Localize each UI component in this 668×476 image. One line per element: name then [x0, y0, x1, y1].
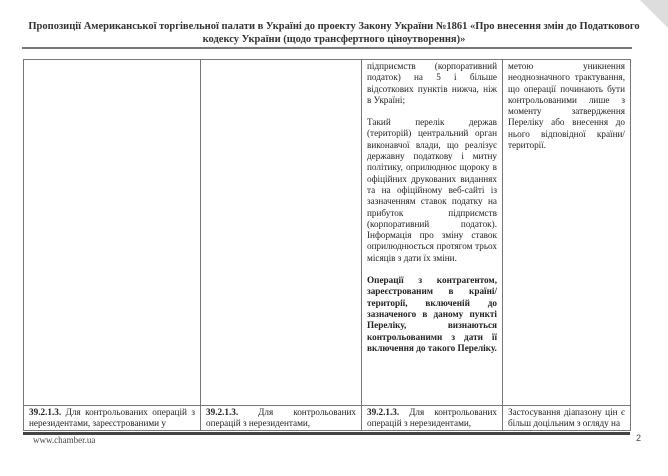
page-number: 2 — [636, 433, 642, 443]
cell-current-text — [24, 406, 201, 431]
paragraph: Такий перелік держав (територій) центральний орган виконавчої влади, що реалізує державну податкову і митну політику, оприлюднює щороку в офіційних друкованих виданнях та на офіційному веб-сайті із зазначенням ставок податку на прибуток підприємств (корпоративний податок). Інформація про зміну ставок оприлюднюється протягом трьох місяців з дати їх зміни. — [367, 117, 497, 263]
table-bottom-border — [23, 432, 630, 435]
clause-number: 39.2.1.3. — [367, 407, 400, 417]
header-divider — [22, 47, 632, 49]
cell-proposed-text — [362, 406, 503, 431]
cell-justification — [503, 406, 631, 431]
document-title: Пропозиції Американської торгівельної палати в Україні до проекту Закону України №1861 «Про внесення змін до Податкового кодексу України (щодо трансфертного ціноутворення)» — [28, 21, 640, 45]
cell-justification — [503, 60, 631, 406]
cell-draft-text — [201, 406, 362, 431]
paragraph: підприємств (корпоративний податок) на 5 і більше відсоткових пунктів нижча, ніж в Україні; — [367, 61, 497, 105]
clause-text: Для контрольованих операцій з нерезидентами, — [206, 407, 356, 429]
clause-text: Застосування діапазону цін є більш доцільним з огляду на — [508, 407, 625, 429]
cell-current-text — [24, 60, 201, 406]
table-row — [24, 60, 631, 406]
clause-text: Для контрольованих операцій з нерезидентами, зареєстрованими у — [29, 407, 195, 429]
paragraph-bold: Операції з контрагентом, зареєстрованим в країні/території, включеній до зазначеного в даному пункті Переліку, визнаються контрольованими з дати її включення до такого Переліку. — [367, 275, 497, 353]
paragraph: метою уникнення неоднозначного трактування, що операції починають бути контрольованими лише з моменту затвердження Переліку або внесення до нього відповідної країни/території. — [508, 61, 625, 151]
footer-website: www.chamber.ua — [33, 435, 96, 445]
clause-text: Для контрольованих операцій з нерезидентами, — [367, 407, 497, 429]
table-row — [24, 406, 631, 431]
proposals-table — [23, 59, 631, 431]
cell-proposed-text — [362, 60, 503, 406]
clause-number: 39.2.1.3. — [206, 407, 239, 417]
clause-number: 39.2.1.3. — [29, 407, 62, 417]
page-bottom — [0, 435, 668, 476]
cell-draft-text — [201, 60, 362, 406]
